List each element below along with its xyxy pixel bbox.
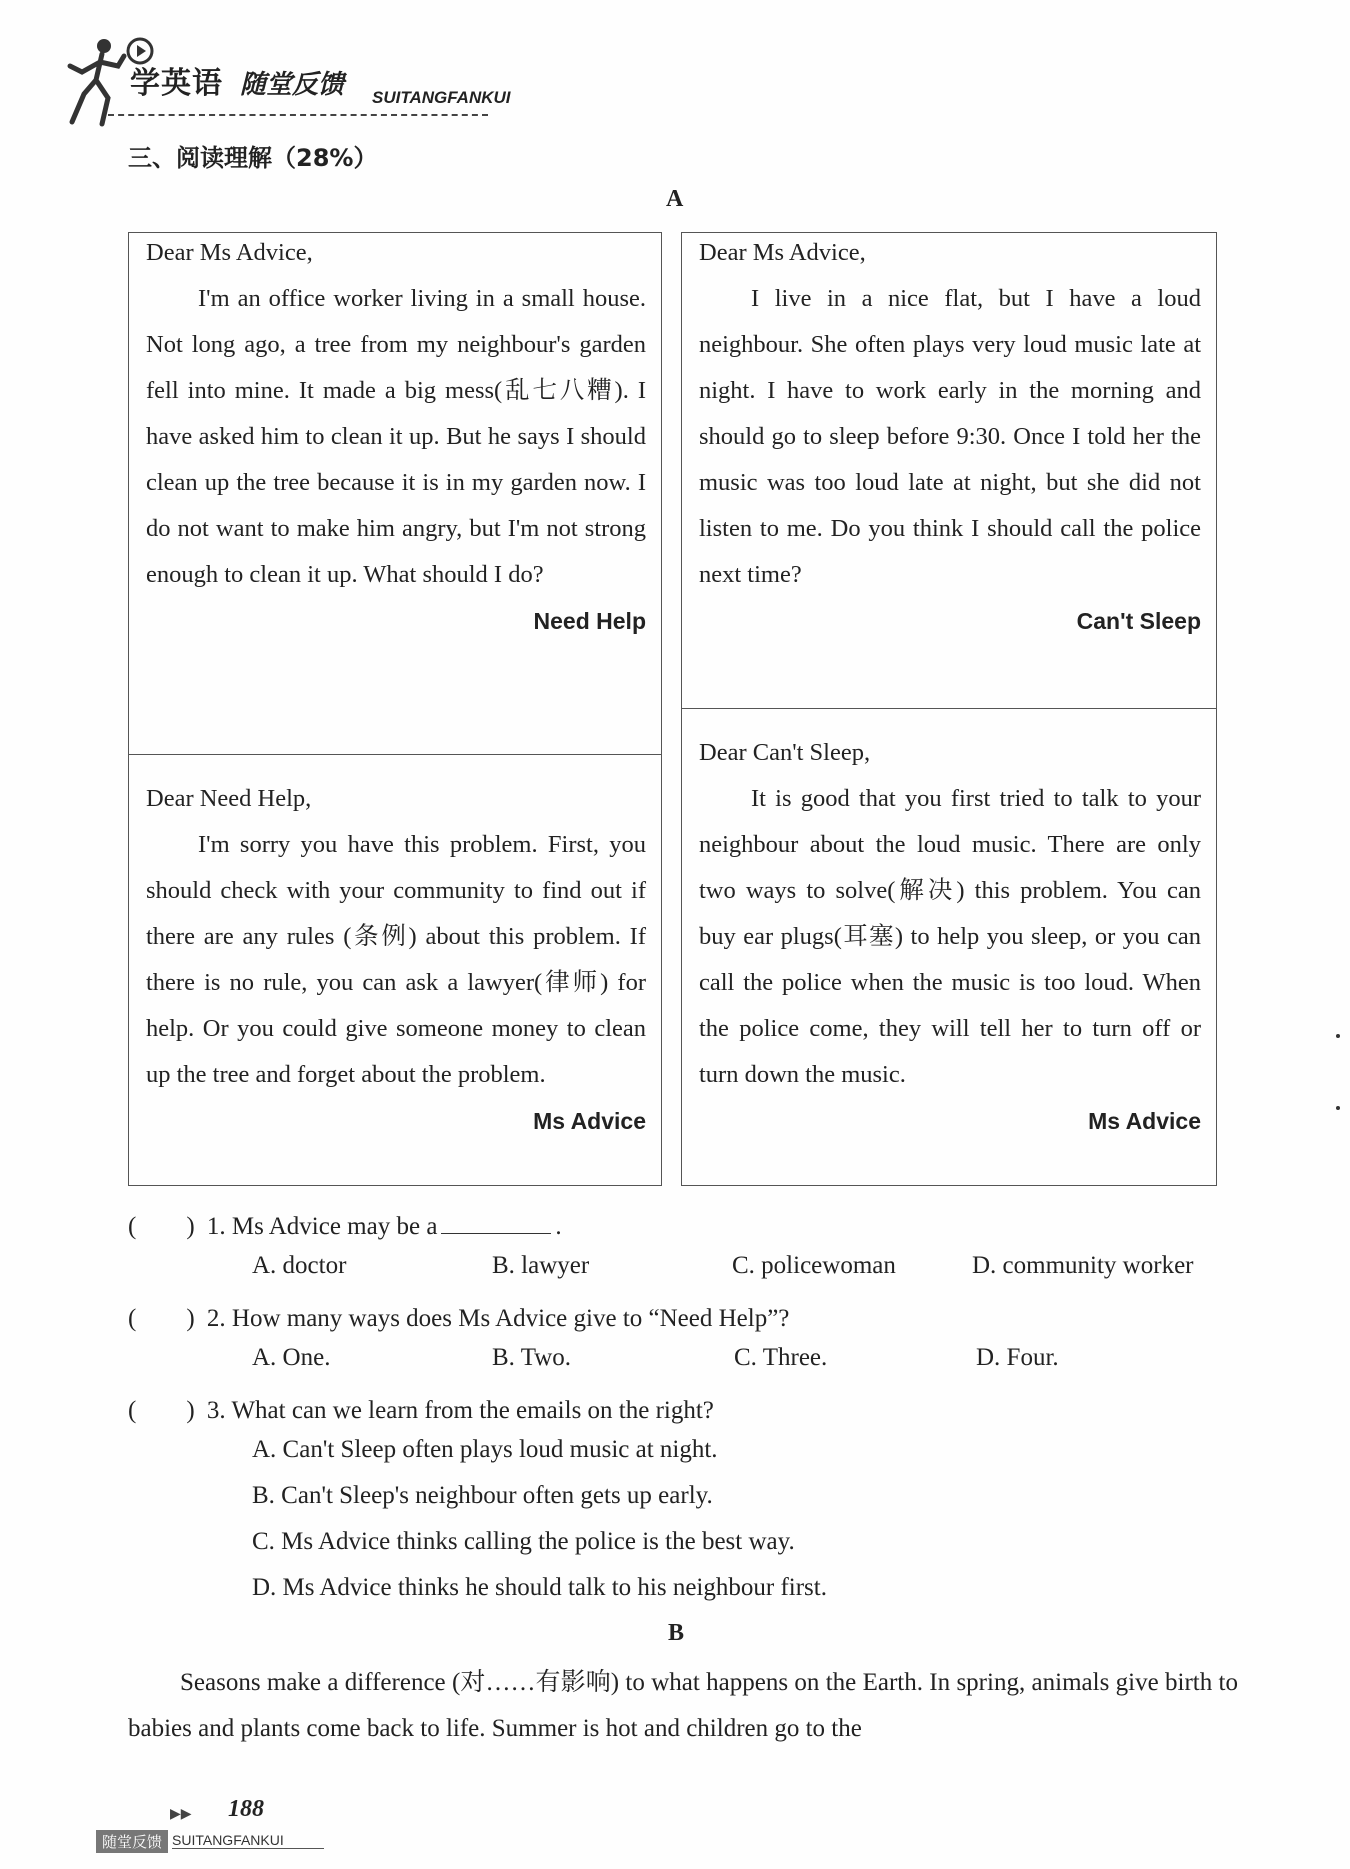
footer-tag: 随堂反馈 xyxy=(96,1830,168,1853)
section-title: 三、阅读理解（28%） xyxy=(128,144,378,172)
part-b-label: B xyxy=(668,1620,685,1646)
letter-greeting: Dear Need Help, xyxy=(146,785,312,812)
answer-bracket[interactable]: ( ) xyxy=(128,1213,195,1240)
letter-need-help xyxy=(146,230,646,644)
letter-greeting: Dear Ms Advice, xyxy=(699,239,866,266)
letter-divider xyxy=(681,708,1217,709)
header-subtitle: 随堂反馈 xyxy=(240,70,345,100)
letter-signature: Ms Advice xyxy=(533,1108,646,1134)
answer-bracket[interactable]: ( ) xyxy=(128,1305,195,1332)
option[interactable]: A. One. xyxy=(252,1344,331,1371)
question-stem: 1. Ms Advice may be a xyxy=(206,1213,438,1240)
margin-dot xyxy=(1336,1034,1340,1038)
page-arrows-icon: ▶▶ xyxy=(170,1806,192,1822)
letter-greeting: Dear Can't Sleep, xyxy=(699,739,871,766)
reply-cant-sleep xyxy=(699,730,1201,1144)
margin-dot xyxy=(1336,1106,1340,1110)
header-pinyin: SUITANGFANKUI xyxy=(372,88,511,107)
option[interactable]: A. Can't Sleep often plays loud music at night. xyxy=(252,1436,718,1463)
page-number: 188 xyxy=(228,1796,264,1822)
option[interactable]: D. Ms Advice thinks he should talk to his neighbour first. xyxy=(252,1574,827,1601)
answer-bracket[interactable]: ( ) xyxy=(128,1397,195,1424)
option[interactable]: D. Four. xyxy=(976,1344,1059,1371)
question-stem: 3. What can we learn from the emails on the right? xyxy=(206,1397,714,1424)
letter-cant-sleep xyxy=(699,230,1201,644)
letter-divider xyxy=(128,754,662,755)
option[interactable]: B. lawyer xyxy=(492,1252,590,1279)
passage-b xyxy=(128,1660,1238,1752)
question-1 xyxy=(128,1206,562,1242)
letter-body: I'm sorry you have this problem. First, you should check with your community to find out if there are any rules (条例) about this problem. If there is no rule, you can ask a lawyer(律师) for help. Or you could give someone money to clean up the tree and forget about the problem. xyxy=(146,831,646,1088)
option[interactable]: C. Three. xyxy=(734,1344,828,1371)
letter-greeting: Dear Ms Advice, xyxy=(146,239,313,266)
question-2 xyxy=(128,1298,789,1334)
letter-signature: Ms Advice xyxy=(1088,1108,1201,1134)
passage-paragraph: Seasons make a difference (对……有影响) to what happens on the Earth. In spring, animals give birth to babies and plants come back to life. Summer is hot and children go to the xyxy=(128,1669,1238,1742)
letter-body: I'm an office worker living in a small house. Not long ago, a tree from my neighbour's garden fell into mine. It made a big mess(乱七八糟). I have asked him to clean it up. But he says I should clean up the tree because it is in my garden now. I do not want to make him angry, but I'm not strong enough to clean it up. What should I do? xyxy=(146,285,646,588)
header-divider xyxy=(108,114,488,116)
question-stem: 2. How many ways does Ms Advice give to “Need Help”? xyxy=(206,1305,790,1332)
option[interactable]: A. doctor xyxy=(252,1252,347,1279)
letter-body: It is good that you first tried to talk to your neighbour about the loud music. There are only two ways to solve(解决) this problem. You can buy ear plugs(耳塞) to help you sleep, or you can call the police when the music is too loud. When the police come, they will tell her to turn off or turn down the music. xyxy=(699,785,1201,1088)
letter-signature: Can't Sleep xyxy=(1076,608,1201,634)
header-title: 学英语 xyxy=(130,66,223,101)
option[interactable]: D. community worker xyxy=(972,1252,1194,1279)
part-a-label: A xyxy=(666,186,684,212)
option[interactable]: C. policewoman xyxy=(732,1252,896,1279)
letter-body: I live in a nice flat, but I have a loud neighbour. She often plays very loud music late at night. I have to work early in the morning and should go to sleep before 9:30. Once I told her the music was too loud late at night, but she did not listen to me. Do you think I should call the police next time? xyxy=(699,285,1201,588)
option[interactable]: C. Ms Advice thinks calling the police is the best way. xyxy=(252,1528,795,1555)
option[interactable]: B. Two. xyxy=(492,1344,572,1371)
letter-signature: Need Help xyxy=(533,608,646,634)
question-stem-end: . xyxy=(555,1213,562,1240)
footer-pinyin: SUITANGFANKUI xyxy=(172,1832,324,1849)
reply-need-help xyxy=(146,776,646,1144)
answer-blank[interactable] xyxy=(441,1213,551,1234)
option[interactable]: B. Can't Sleep's neighbour often gets up early. xyxy=(252,1482,713,1509)
question-3 xyxy=(128,1390,714,1426)
